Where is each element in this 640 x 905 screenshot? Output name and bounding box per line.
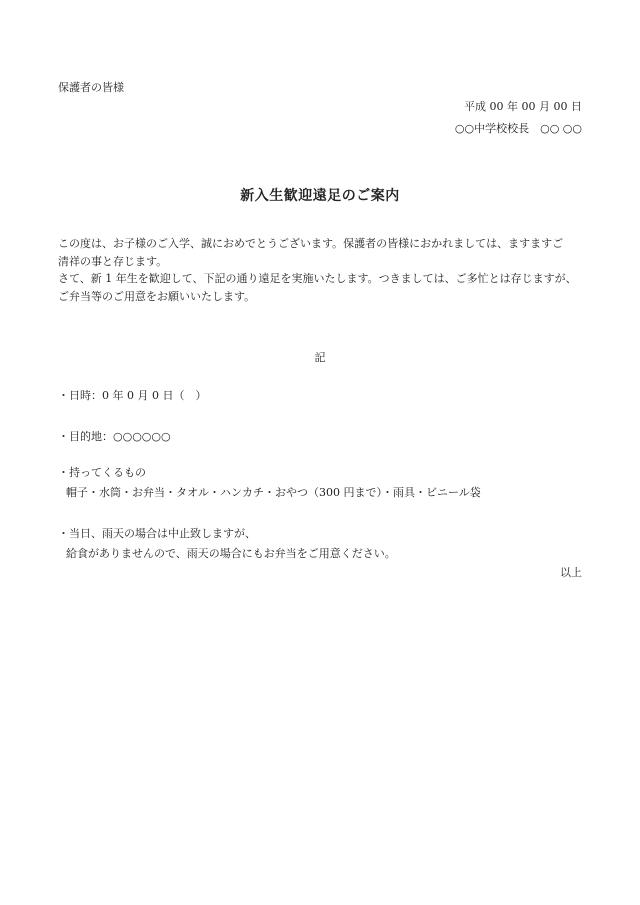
recipient-line: 保護者の皆様 [58, 81, 124, 94]
item-rain-note-continued: 給食がありませんので、雨天の場合にもお弁当をご用意ください。 [66, 547, 396, 560]
letter-body [58, 235, 588, 305]
body-line: ご弁当等のご用意をお願いいたします。 [58, 289, 256, 303]
item-datetime: ・日時：0 年 0 月 0 日（ ） [58, 389, 207, 402]
item-belongings-label: ・持ってくるもの [58, 466, 146, 479]
ki-heading: 記 [314, 351, 326, 364]
letter-date: 平成 00 年 00 月 00 日 [464, 100, 582, 113]
sender-line: ○○中学校校長 ○○ ○○ [454, 122, 582, 135]
item-belongings-list: 帽子・水筒・お弁当・タオル・ハンカチ・おやつ（300 円まで）・雨具・ビニール袋 [66, 486, 481, 499]
closing-mark: 以上 [560, 566, 582, 579]
body-line: この度は、お子様のご入学、誠におめでとうございます。保護者の皆様におかれましては、ますますご [58, 237, 564, 250]
body-line: 清祥の事と存じます。 [58, 254, 168, 268]
body-line: さて、新 1 年生を歓迎して、下記の通り遠足を実施いたします。つきましては、ご多忙とは存じますが、 [58, 272, 577, 285]
item-destination: ・目的地：○○○○○○ [58, 430, 171, 443]
item-rain-note: ・当日、雨天の場合は中止致しますが、 [58, 527, 256, 540]
letter-title: 新入生歓迎遠足のご案内 [240, 188, 400, 204]
